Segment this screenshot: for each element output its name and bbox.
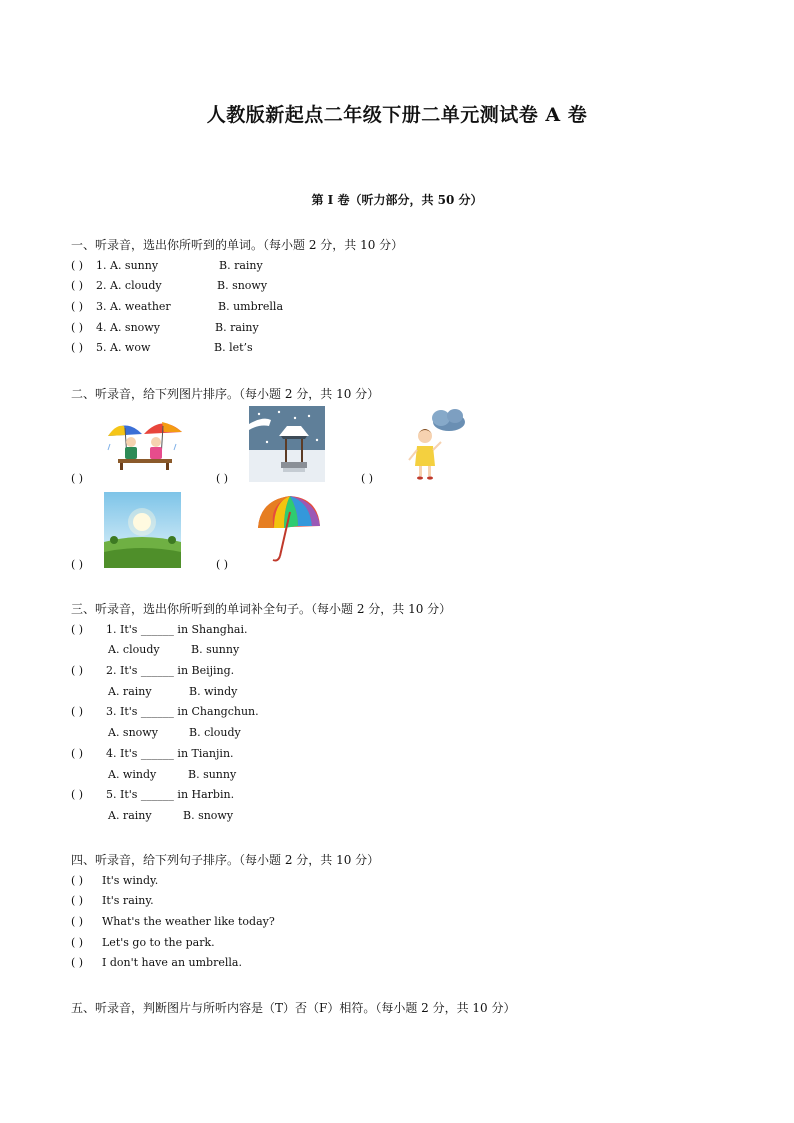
answer-paren: ( ) <box>216 558 229 571</box>
part-title: 第 I 卷（听力部分，共 50 分） <box>311 193 483 207</box>
exam-page: 人教版新起点二年级下册二单元测试卷 A 卷 第 I 卷（听力部分，共 50 分） 一、听录音，选出你所听到的单词。（每小题 2 分，共 10 分） ( ) 1. A. sunny B. rainy ( ) 2. A. cloudy B. snowy ( ) 3. A. weather B. umbrella ( ) 4. A. snowy B. rainy ( ) 5. A. wow B. let’s 二、听录音，给下列图片排序。（每小题 2 分，共 10 分） ( ) ( ) ( ) ( ) ( ) 三、听录音，选出你所听到的单词补全句子。（每小题 2 分，共 10 分） ( ) 1. It's ______ in Shanghai. A. cloudy B. sunny ( ) 2. It's ______ in Beijing. A. rainy B. windy ( ) 3. It's ______ in Changchun. A. snowy B. cloudy ( ) 4. It's ______ in Tianjin. A. windy B. sunny ( ) 5. It's ______ in Harbin. A. rainy B. snowy 四、听录音，给下列句子排序。（每小题 2 分，共 10 分） ( ) It's windy. ( ) It's rainy. ( ) What's the weather like today? ( ) Let's go to the park. ( ) I don't have an umbrella. 五、听录音，判断图片与所听内容是（T）否（F）相符。（每小题 2 分，共 10 分） <box>0 0 794 1123</box>
rainbow-umbrella-picture <box>254 492 322 568</box>
section4-heading: 四、听录音，给下列句子排序。（每小题 2 分，共 10 分） <box>71 853 380 867</box>
section1-heading: 一、听录音，选出你所听到的单词。（每小题 2 分，共 10 分） <box>71 238 404 252</box>
answer-paren: ( ) <box>71 472 84 485</box>
answer-paren: ( ) <box>216 472 229 485</box>
answer-paren: ( ) <box>71 558 84 571</box>
answer-paren: ( ) <box>361 472 374 485</box>
snowy-pavilion-picture <box>249 406 325 482</box>
section2-heading: 二、听录音，给下列图片排序。（每小题 2 分，共 10 分） <box>71 387 380 401</box>
section3-heading: 三、听录音，选出你所听到的单词补全句子。（每小题 2 分，共 10 分） <box>71 602 452 616</box>
page-title: 人教版新起点二年级下册二单元测试卷 A 卷 <box>206 104 588 126</box>
sunny-field-picture <box>104 492 181 568</box>
section5-heading: 五、听录音，判断图片与所听内容是（T）否（F）相符。（每小题 2 分，共 10 分） <box>71 1001 516 1015</box>
children-umbrella-picture <box>104 414 184 472</box>
girl-with-cloud-picture <box>405 406 469 482</box>
